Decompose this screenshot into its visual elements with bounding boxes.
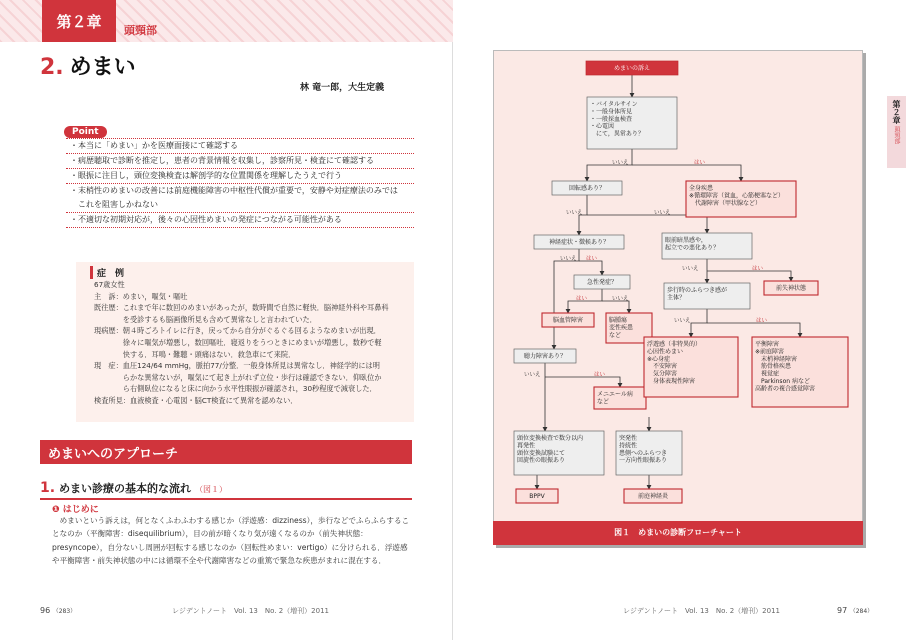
- case-line: 検査所見：血液検査・心電図・脳CT検査にて異常を認めない．: [94, 395, 298, 405]
- flow-text-n14: 不安障害: [647, 363, 678, 371]
- flow-text-n2: ・バイタルサイン: [590, 101, 638, 108]
- case-heading: 症 例: [90, 266, 408, 279]
- flow-branch-iie: いいえ: [682, 266, 699, 272]
- case-line: らかな異常ないが，嘔気にて起き上がれず立位・歩行は確認できない．仰臥位か: [94, 372, 382, 382]
- case-line: 既往歴：これまで年に数回のめまいがあったが，数時間で自然に軽快．脳神経外科や耳鼻科: [94, 303, 389, 313]
- section-heading: めまいへのアプローチ: [40, 440, 412, 464]
- flow-text-n13: メニエール病: [597, 391, 633, 398]
- flow-branch-iie: いいえ: [612, 296, 629, 302]
- folio-number: 96: [40, 606, 51, 615]
- figure-ref-link[interactable]: （図１）: [195, 485, 228, 494]
- flow-text-n4: 全身疾患: [689, 185, 714, 192]
- flow-text-n15: 末梢神経障害: [755, 355, 798, 363]
- figure-frame: [493, 50, 863, 545]
- flow-text-n9: など: [609, 331, 622, 339]
- flow-text-n8: 脳血管障害: [552, 317, 584, 324]
- flow-text-n14: ※心身症: [647, 355, 671, 363]
- flow-branch-iie: いいえ: [524, 372, 541, 378]
- flow-text-n12: 聴力障害あり？: [523, 353, 567, 360]
- flow-text-n17: 持続性: [619, 442, 638, 450]
- folio-number: 97: [837, 606, 848, 615]
- flow-connector: [691, 309, 707, 337]
- point-label: Point: [64, 126, 107, 138]
- flow-text-n14: 心因性めまい: [647, 348, 684, 356]
- flow-connector: [545, 377, 620, 387]
- flow-text-n19: 前庭神経炎: [637, 493, 669, 500]
- flow-connector: [602, 301, 629, 313]
- point-item: ・本当に「めまい」かを医療面接にて確認する: [66, 139, 414, 154]
- flowchart: [494, 51, 864, 521]
- case-line: ら右側臥位になると床に向かう水平性眼振が確認され，30秒程度で減衰した．: [94, 384, 377, 394]
- authors: 林 竜一郎，大生定義: [300, 83, 385, 93]
- flow-connector: [579, 261, 602, 275]
- flow-text-n6: 眼前暗黒感や，: [665, 237, 707, 244]
- flow-text-n10: 主体？: [667, 294, 686, 302]
- flow-text-n15: 視覚症: [755, 370, 780, 378]
- running-footer: レジデントノート Vol. 13 No. 2（増刊）2011: [623, 607, 780, 615]
- flow-text-n13: など: [597, 398, 610, 406]
- figure-caption: 図１ めまいの診断フローチャート: [493, 521, 863, 545]
- flow-connector: [632, 165, 741, 181]
- flow-text-n10: 歩行時のふらつき感が: [667, 287, 727, 294]
- flow-text-n14: 身体表現性障害: [647, 378, 696, 385]
- flow-branch-hai: はい: [586, 256, 598, 262]
- flow-text-n7: 急性発症？: [586, 279, 618, 286]
- subsubsection-heading: ❶ はじめに: [52, 505, 99, 515]
- case-line: 快する．耳鳴・難聴・頭痛はない．救急車にて来院．: [94, 349, 296, 359]
- flow-text-n15: 高齢者の複合感覚障害: [755, 385, 816, 393]
- right-page: [453, 0, 906, 640]
- case-line: 徐々に嘔気が増悪し，数回嘔吐．寝返りをうつときにめまいが増悪し，数秒で軽: [94, 337, 382, 347]
- flow-text-n4: 代謝障害（甲状腺など）: [689, 199, 762, 207]
- point-item: ・末梢性のめまいの改善には前庭機能障害の中枢性代償が重要で，安静や対症療法のみでは: [70, 186, 398, 195]
- flow-text-n16: 頭位変換検査で数分以内: [517, 435, 584, 442]
- flow-branch-iie: いいえ: [566, 210, 583, 216]
- flow-branch-iie: いいえ: [560, 256, 577, 262]
- flow-branch-iie: いいえ: [674, 318, 691, 324]
- flow-text-n9: 脳腫瘍: [609, 317, 628, 324]
- side-tab-label: 第２章: [892, 100, 901, 124]
- flow-text-n2: にて，異常あり？: [590, 130, 644, 138]
- flow-text-n17: 患側へのふらつき: [619, 449, 667, 457]
- point-item: ・眼振に注目し，頭位変換検査は解剖学的な位置関係を理解したうえで行う: [66, 169, 414, 184]
- case-line: 現 症：血圧124/64 mmHg，脈拍77/分整．一般身体所見は異常なし．神経学的には明: [94, 361, 380, 371]
- point-item: ・病歴聴取で診断を推定し，患者の背景情報を収集し，診察所見・検査にて確認する: [66, 154, 414, 169]
- subsection-number: 1.: [40, 480, 56, 496]
- flow-text-n9: 変性疾患: [609, 324, 634, 332]
- case-line: 現病歴：朝４時ごろトイレに行き，戻ってから自分がぐるぐる回るようなめまいが出現．: [94, 326, 381, 336]
- title-text: めまい: [69, 55, 136, 80]
- page-number-right: [837, 606, 873, 615]
- flow-connector: [707, 323, 800, 337]
- flow-branch-hai: はい: [594, 372, 606, 378]
- body-paragraph: めまいという訴えは，何となくふわふわする感じか（浮遊感：dizziness），歩行などでふらふらすることなのか（平衡障害：disequilibrium），目の前が暗くなり気が遠くなるのか（前失神状態：presyncope），自分ないし周囲が回転する感じなのか（回転性めまい：vertigo）に分けられる．浮遊感や平衡障害・前失神状態の中には循環不全や代謝障害などの重篤で緊急な疾患がまれに混在する．: [52, 516, 410, 565]
- case-line: 主 訴：めまい，嘔気・嘔吐: [94, 291, 188, 301]
- flow-text-n15: Parkinson 病など: [755, 378, 810, 385]
- flow-text-n3: 回転感あり？: [568, 185, 606, 192]
- flow-branch-hai: はい: [576, 296, 588, 302]
- case-box: [76, 262, 414, 422]
- side-chapter-tab: [887, 96, 906, 168]
- flow-text-n15: ※前庭障害: [755, 348, 785, 356]
- page-title: [40, 50, 136, 81]
- flow-text-n16: 頭位変換試験にて: [517, 449, 566, 457]
- flow-text-n4: ※循環障害（貧血，心筋梗塞など）: [689, 192, 785, 200]
- flow-branch-hai: はい: [752, 266, 764, 272]
- side-tab-sub: 頭頸部: [893, 126, 900, 144]
- flow-connector: [587, 215, 707, 233]
- point-item: ・不適切な初期対応が，後々の心因性めまいの発症につながる可能性がある: [66, 213, 414, 228]
- flow-branch-iie: いいえ: [654, 210, 671, 216]
- flow-text-n16: 再発性: [517, 442, 536, 450]
- flow-text-n2: ・一般採血検査: [590, 115, 633, 123]
- flow-branch-hai: はい: [694, 160, 706, 166]
- subsection-title: めまい診療の基本的な流れ: [59, 482, 192, 495]
- point-item: これを阻害しかねない: [66, 198, 414, 213]
- folio-sub: （283）: [52, 608, 77, 615]
- flow-text-n1: めまいの訴え: [613, 65, 651, 72]
- case-line: を受診するも脳画像所見も含めて異常なしと言われていた．: [94, 314, 317, 324]
- flow-text-n15: 平衡障害: [755, 341, 780, 348]
- chapter-name: 頭頸部: [124, 24, 157, 37]
- point-box: [66, 138, 414, 238]
- flow-text-n16: 回旋性の眼振あり: [517, 457, 566, 465]
- chapter-tab: 第２章: [42, 0, 116, 42]
- case-line: 67歳女性: [94, 280, 125, 289]
- flow-text-n14: 浮遊感（非特異的）: [647, 341, 702, 348]
- title-number: 2.: [40, 55, 64, 80]
- flow-text-n2: ・心電図: [590, 123, 615, 131]
- flow-text-n15: 筋骨格疾患: [755, 363, 792, 371]
- folio-sub: （284）: [849, 608, 874, 615]
- flow-text-n2: ・一般身体所見: [590, 108, 633, 116]
- subsection-heading: [40, 480, 412, 500]
- page-number-left: [40, 606, 76, 615]
- flow-connector: [707, 271, 791, 281]
- flow-text-n14: 気分障害: [647, 370, 678, 378]
- flow-text-n17: 突発性: [619, 435, 638, 442]
- flow-text-n5: 神経症状・徴候あり？: [548, 239, 610, 246]
- flow-text-n6: 起立での悪化あり？: [665, 244, 720, 252]
- flow-branch-hai: はい: [756, 318, 768, 324]
- flow-text-n17: 一方向性眼振あり: [619, 457, 668, 465]
- flow-text-n11: 前失神状態: [775, 285, 807, 292]
- flow-text-n18: BPPV: [529, 493, 545, 500]
- flow-branch-iie: いいえ: [612, 160, 629, 166]
- running-footer: レジデントノート Vol. 13 No. 2（増刊）2011: [172, 607, 329, 615]
